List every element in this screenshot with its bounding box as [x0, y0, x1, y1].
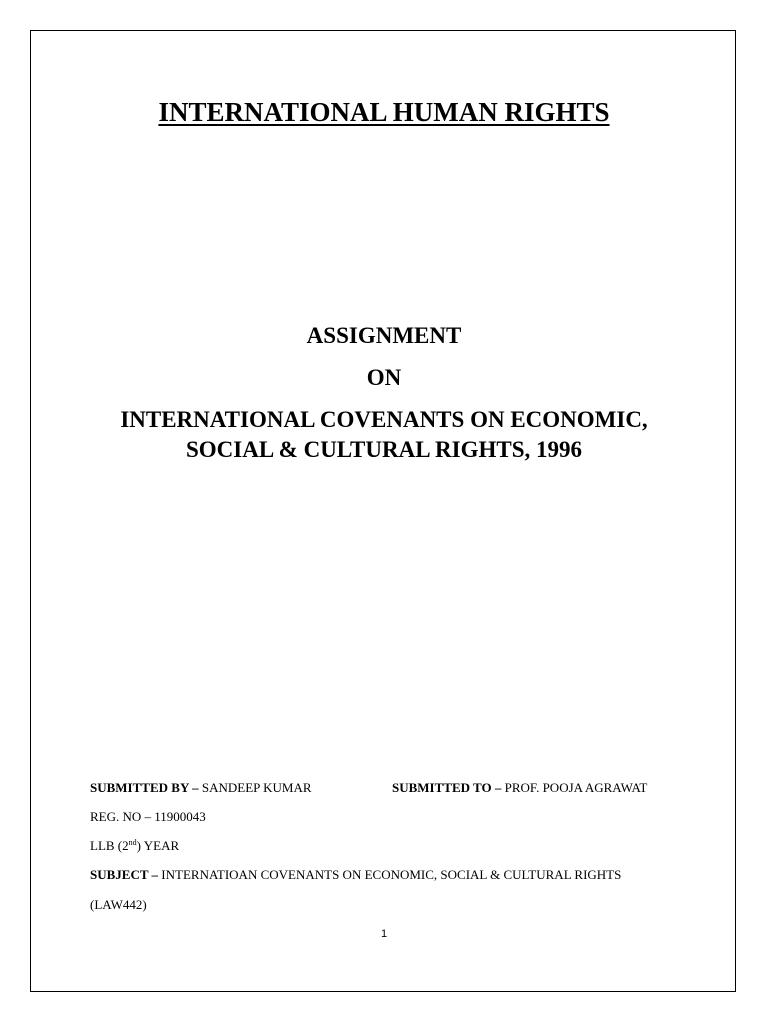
registration-number: REG. NO – 11900043 — [90, 809, 206, 824]
submitted-to-value: PROF. POOJA AGRAWAT — [501, 780, 648, 795]
on-heading: ON — [366, 365, 402, 390]
course-year — [90, 838, 179, 854]
subject-label: SUBJECT – — [90, 867, 159, 882]
document-title: INTERNATIONAL HUMAN RIGHTS — [158, 97, 610, 127]
page-number: 1 — [380, 928, 388, 940]
topic-line-1: INTERNATIONAL COVENANTS ON ECONOMIC, — [120, 407, 648, 432]
course-prefix: LLB (2 — [90, 838, 129, 853]
assignment-heading: ASSIGNMENT — [306, 323, 462, 348]
submitted-by-value: SANDEEP KUMAR — [198, 780, 312, 795]
assignment-topic — [0, 405, 768, 465]
submitted-to-label: SUBMITTED TO – — [392, 780, 502, 795]
course-ordinal: nd — [128, 838, 137, 847]
subject-code: (LAW442) — [90, 897, 147, 912]
topic-line-2: SOCIAL & CULTURAL RIGHTS, 1996 — [186, 437, 582, 462]
subject-value: INTERNATIOAN COVENANTS ON ECONOMIC, SOCIAL & CULTURAL RIGHTS — [158, 867, 622, 882]
subject-line — [90, 867, 621, 883]
submitted-by-line — [90, 780, 312, 796]
submitted-to-line — [392, 780, 647, 796]
submitted-by-label: SUBMITTED BY – — [90, 780, 199, 795]
course-suffix: ) YEAR — [136, 838, 180, 853]
